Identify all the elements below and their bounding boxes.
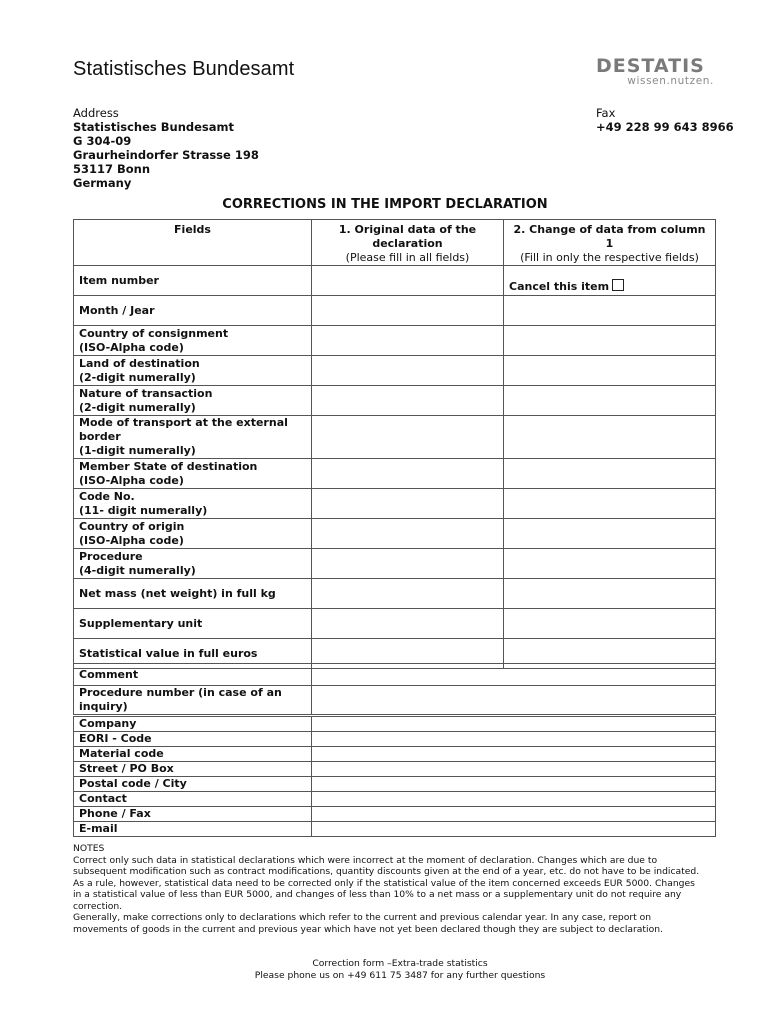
- table-row: [74, 459, 716, 489]
- company-row: [74, 717, 716, 732]
- notes-text-2: Generally, make corrections only to declarations which refer to the current and previous calendar year. In any case, report on movements of goods in the current and previous year which have not yet been declared though they are subject to declaration.: [73, 912, 663, 935]
- field-label: Statistical value in full euros: [74, 639, 312, 669]
- table-header-row: [74, 220, 716, 266]
- cancel-item-checkbox[interactable]: [612, 279, 624, 291]
- table-row: [74, 579, 716, 609]
- original-value-cell[interactable]: [312, 386, 504, 416]
- change-value-cell[interactable]: [504, 489, 716, 519]
- company-label: Company: [74, 717, 312, 732]
- original-value-cell[interactable]: [312, 519, 504, 549]
- cancel-item-label: Cancel this item: [509, 280, 610, 293]
- change-value-cell[interactable]: [504, 266, 716, 296]
- original-value-cell[interactable]: [312, 489, 504, 519]
- fax-block: [596, 106, 734, 134]
- col-change-header: [504, 220, 716, 266]
- field-label: Mode of transport at the external border (1-digit numerally): [74, 416, 312, 459]
- eori-row: [74, 732, 716, 747]
- change-value-cell[interactable]: [504, 609, 716, 639]
- field-label: Country of consignment (ISO-Alpha code): [74, 326, 312, 356]
- footer: [0, 958, 770, 982]
- procedure-number-row: [74, 686, 716, 715]
- col-original-header: [312, 220, 504, 266]
- email-label: E-mail: [74, 822, 312, 837]
- address-line: Graurheindorfer Strasse 198: [73, 148, 259, 162]
- procedure-number-label: Procedure number (in case of an inquiry): [74, 686, 312, 715]
- original-value-cell[interactable]: [312, 416, 504, 459]
- original-value-cell[interactable]: [312, 579, 504, 609]
- address-line: Germany: [73, 176, 132, 190]
- address-line: 53117 Bonn: [73, 162, 151, 176]
- address-line: G 304-09: [73, 134, 132, 148]
- col-change-title: 2. Change of data from column 1: [513, 223, 706, 250]
- form-title: CORRECTIONS IN THE IMPORT DECLARATION: [222, 197, 548, 212]
- address-line: Statistisches Bundesamt: [73, 120, 235, 134]
- email-row: [74, 822, 716, 837]
- field-label: Month / Jear: [74, 296, 312, 326]
- col-fields-header: Fields: [74, 220, 312, 266]
- eori-field[interactable]: [312, 732, 716, 747]
- table-row: [74, 549, 716, 579]
- change-value-cell[interactable]: [504, 296, 716, 326]
- change-value-cell[interactable]: [504, 326, 716, 356]
- original-value-cell[interactable]: [312, 266, 504, 296]
- logo-word: DESTATIS: [596, 55, 705, 77]
- postal-code-label: Postal code / City: [74, 777, 312, 792]
- comment-table: [73, 663, 716, 715]
- original-value-cell[interactable]: [312, 549, 504, 579]
- company-field[interactable]: [312, 717, 716, 732]
- change-value-cell[interactable]: [504, 356, 716, 386]
- contact-field[interactable]: [312, 792, 716, 807]
- material-code-field[interactable]: [312, 747, 716, 762]
- change-value-cell[interactable]: [504, 579, 716, 609]
- change-value-cell[interactable]: [504, 416, 716, 459]
- phone-row: [74, 807, 716, 822]
- logo-tagline: wissen.nutzen.: [627, 75, 714, 87]
- footer-line-1: Correction form –Extra-trade statistics: [312, 958, 488, 969]
- original-value-cell[interactable]: [312, 326, 504, 356]
- field-label: Member State of destination (ISO-Alpha code): [74, 459, 312, 489]
- street-field[interactable]: [312, 762, 716, 777]
- contact-label: Contact: [74, 792, 312, 807]
- page-title: Statistisches Bundesamt: [73, 58, 295, 80]
- change-value-cell[interactable]: [504, 459, 716, 489]
- original-value-cell[interactable]: [312, 296, 504, 326]
- material-code-label: Material code: [74, 747, 312, 762]
- phone-label: Phone / Fax: [74, 807, 312, 822]
- original-value-cell[interactable]: [312, 356, 504, 386]
- table-row: [74, 489, 716, 519]
- field-label: Country of origin (ISO-Alpha code): [74, 519, 312, 549]
- street-row: [74, 762, 716, 777]
- table-row: [74, 519, 716, 549]
- notes-text: Correct only such data in statistical declarations which were incorrect at the moment of declaration. Changes which are due to subsequent modification such as contract modifications, quantity discounts given at the end of a year, etc. do not have to be indicated. As a rule, however, statistical data need to be corrected only if the statistical value of the item concerned exceeds EUR 5000. Changes in a statistical value of less than EUR 5000, and changes of less than 10% to a net mass or a supplementary unit do not require any correction.: [73, 854, 700, 912]
- field-label: Supplementary unit: [74, 609, 312, 639]
- fax-label: Fax: [596, 106, 616, 120]
- comment-row: [74, 664, 716, 686]
- contact-row: [74, 792, 716, 807]
- phone-field[interactable]: [312, 807, 716, 822]
- postal-code-field[interactable]: [312, 777, 716, 792]
- email-field[interactable]: [312, 822, 716, 837]
- field-label: Net mass (net weight) in full kg: [74, 579, 312, 609]
- table-row: [74, 356, 716, 386]
- table-row: [74, 266, 716, 296]
- address-label: Address: [73, 106, 119, 120]
- fax-number: +49 228 99 643 8966: [596, 120, 734, 134]
- notes-section: [73, 843, 703, 935]
- col-original-hint: (Please fill in all fields): [345, 251, 470, 264]
- original-value-cell[interactable]: [312, 609, 504, 639]
- field-label: Procedure (4-digit numerally): [74, 549, 312, 579]
- corrections-table: [73, 219, 716, 669]
- material-code-row: [74, 747, 716, 762]
- procedure-number-field[interactable]: [312, 686, 716, 715]
- change-value-cell[interactable]: [504, 549, 716, 579]
- field-label: Land of destination (2-digit numerally): [74, 356, 312, 386]
- change-value-cell[interactable]: [504, 386, 716, 416]
- address-block: [73, 106, 259, 190]
- table-row: [74, 386, 716, 416]
- field-label: Item number: [74, 266, 312, 296]
- col-original-title-2: declaration: [372, 237, 443, 250]
- table-row: [74, 416, 716, 459]
- company-table: [73, 716, 716, 837]
- footer-line-2: Please phone us on +49 611 75 3487 for any further questions: [254, 970, 546, 981]
- notes-heading: NOTES: [73, 843, 105, 854]
- field-label: Code No. (11- digit numerally): [74, 489, 312, 519]
- table-row: [74, 326, 716, 356]
- field-label: Nature of transaction (2-digit numerally): [74, 386, 312, 416]
- eori-label: EORI - Code: [74, 732, 312, 747]
- col-change-hint: (Fill in only the respective fields): [520, 251, 699, 264]
- table-row: [74, 296, 716, 326]
- comment-label: Comment: [74, 664, 312, 686]
- table-row: [74, 609, 716, 639]
- destatis-logo: [596, 55, 714, 89]
- street-label: Street / PO Box: [74, 762, 312, 777]
- change-value-cell[interactable]: [504, 519, 716, 549]
- col-original-title: 1. Original data of the: [338, 223, 477, 236]
- postal-code-row: [74, 777, 716, 792]
- comment-field[interactable]: [312, 664, 716, 686]
- original-value-cell[interactable]: [312, 459, 504, 489]
